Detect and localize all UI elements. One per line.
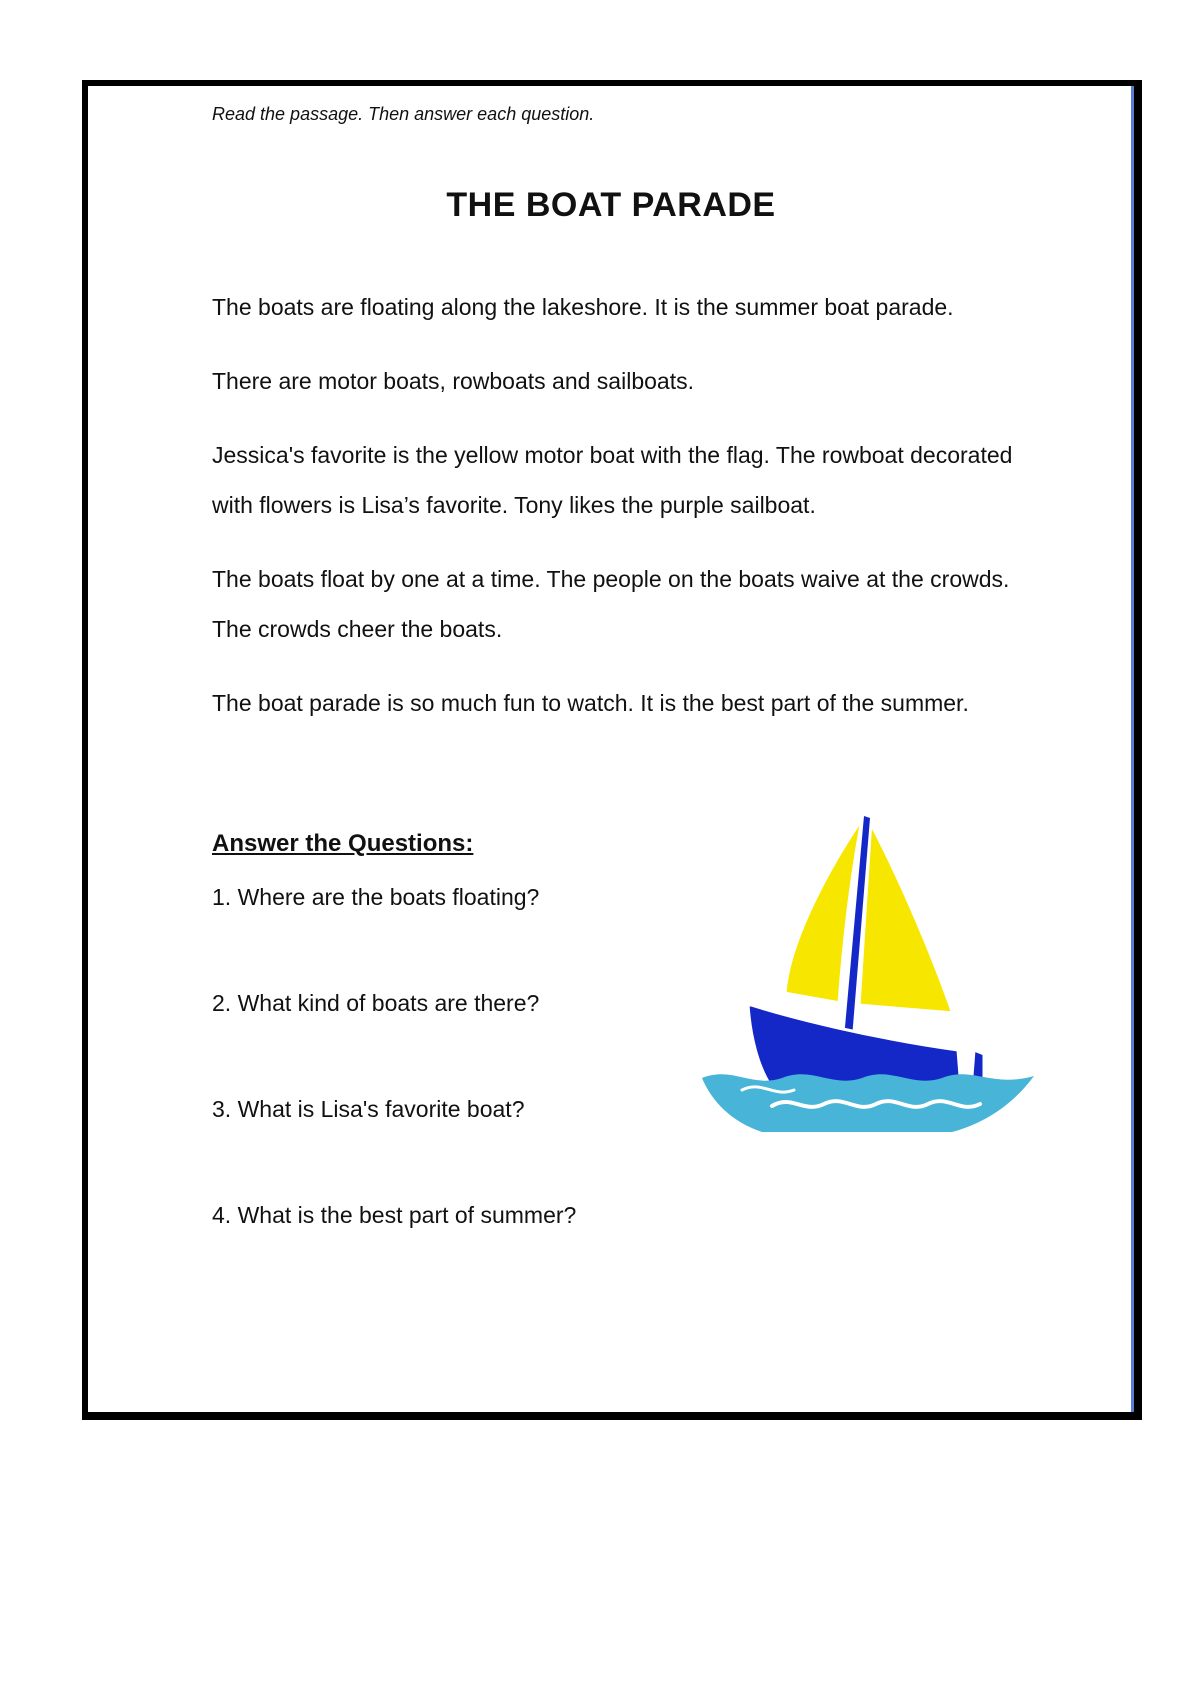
question-item: 4. What is the best part of summer? <box>212 1202 577 1228</box>
water <box>702 1074 1034 1132</box>
passage-paragraph: The boat parade is so much fun to watch. It is the best part of the summer. <box>212 690 969 716</box>
passage-paragraph: The boats are floating along the lakeshore. It is the summer boat parade. <box>212 294 954 320</box>
instructions-text: Read the passage. Then answer each question. <box>212 104 595 124</box>
passage-paragraph: There are motor boats, rowboats and sailboats. <box>212 368 694 394</box>
sail-right <box>858 820 954 1014</box>
passage-paragraph: The boats float by one at a time. The people on the boats waive at the crowds. The crowds cheer the boats. <box>212 566 1010 642</box>
passage-paragraph: Jessica's favorite is the yellow motor boat with the flag. The rowboat decorated with flowers is Lisa’s favorite. Tony likes the purple sailboat. <box>212 442 1013 518</box>
questions-heading: Answer the Questions: <box>212 830 474 857</box>
sailboat-icon <box>672 806 1052 1136</box>
worksheet-page <box>82 80 1142 1420</box>
reading-passage <box>212 282 1032 752</box>
worksheet-title: THE BOAT PARADE <box>446 186 776 224</box>
question-item: 2. What kind of boats are there? <box>212 990 540 1016</box>
question-item: 1. Where are the boats floating? <box>212 884 540 910</box>
question-item: 3. What is Lisa's favorite boat? <box>212 1096 525 1122</box>
